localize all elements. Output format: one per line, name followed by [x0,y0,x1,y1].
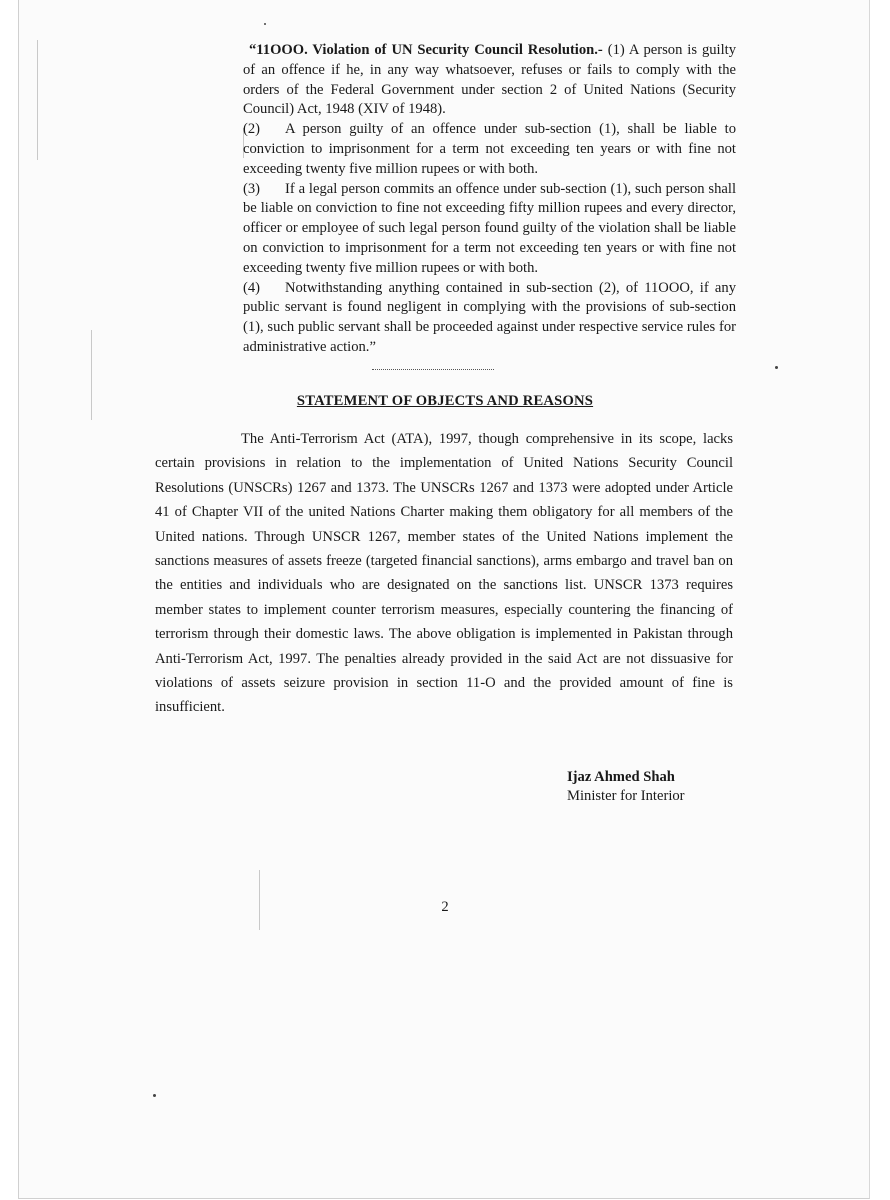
statement-body [155,427,733,720]
scan-speck [775,366,778,369]
scan-speck [264,23,266,25]
scan-speck [153,1094,156,1097]
page-number: 2 [441,899,449,915]
subsection-2-text: A person guilty of an offence under sub-section (1), shall be liable to conviction to imprisonment for a term not exceeding ten years or with fine not exceeding twenty five million rupees or with both. [243,121,736,177]
subsection-4 [243,279,736,358]
signatory-name: Ijaz Ahmed Shah [567,769,675,785]
scan-artifact [37,40,38,160]
subsection-2 [243,120,736,179]
statement-heading: STATEMENT OF OBJECTS AND REASONS [296,393,594,409]
subsection-4-text: Notwithstanding anything contained in sub-section (2), of 11OOO, if any public servant is found negligent in complying with the provisions of sub-section (1), such public servant shall be proceeded against under respective service rules for administrative action.” [243,279,736,355]
subsection-1-text: (1) A person is guilty of an offence if he, in any way whatsoever, refuses or fails to comply with the orders of the Federal Government under section 2 of United Nations (Security Council) Act, 1948 (XIV of 1948). [243,42,737,118]
subsection-1 [243,41,736,120]
section-title: “11OOO. Violation of UN Security Council Resolution.- [249,42,603,58]
subsection-2-number: (2) [243,121,261,138]
section-11ooo [243,41,736,358]
subsection-4-number: (4) [243,279,261,296]
signatory-title: Minister for Interior [567,788,685,804]
signature-block [567,768,685,806]
dotted-separator [372,369,494,370]
subsection-3-number: (3) [243,180,261,197]
subsection-3-text: If a legal person commits an offence under sub-section (1), such person shall be liable on conviction to fine not exceeding fifty million rupees and every director, officer or employee of such legal person found guilty of the violation shall be liable on conviction to imprisonment for a term not exceeding ten years or with fine not exceeding twenty five million rupees or with both. [243,180,736,276]
statement-text: The Anti-Terrorism Act (ATA), 1997, though comprehensive in its scope, lacks certain provisions in relation to the implementation of United Nations Security Council Resolutions (UNSCRs) 1267 and 1373. The UNSCRs 1267 and 1373 were adopted under Article 41 of Chapter VII of the united Nations Charter making them obligatory for all members of the United nations. Through UNSCR 1267, member states of the United Nations implement the sanctions measures of assets freeze (targeted financial sanctions), arms embargo and travel ban on the entities and individuals who are designated on the sanctions list. UNSCR 1373 requires member states to implement counter terrorism measures, especially countering the financing of terrorism through their domestic laws. The above obligation is implemented in Pakistan through Anti-Terrorism Act, 1997. The penalties already provided in the said Act are not dissuasive for violations of assets seizure provision in section 11-O and the provided amount of fine is insufficient. [155,431,733,716]
subsection-3 [243,180,736,279]
